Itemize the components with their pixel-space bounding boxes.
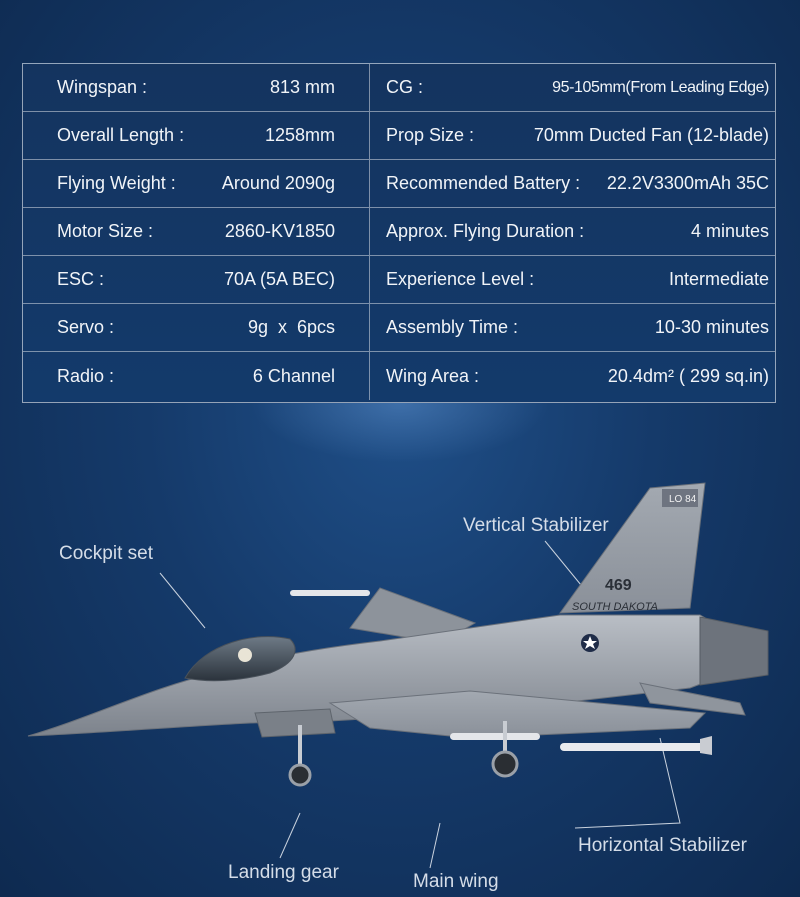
- spec-value: Intermediate: [668, 269, 769, 289]
- wingtip-missile-near: [560, 736, 712, 755]
- cockpit-leader-line: [160, 573, 205, 628]
- spec-row-weight: [23, 160, 775, 208]
- callout-landing-gear: Landing gear: [228, 862, 339, 883]
- spec-value: Around 2090g: [221, 173, 335, 193]
- spec-label: Motor Size :: [57, 221, 154, 241]
- spec-row-wingspan: [23, 64, 775, 112]
- spec-label: CG :: [386, 77, 424, 97]
- spec-label: Servo :: [57, 317, 115, 337]
- spec-row-esc: [23, 256, 775, 304]
- spec-value: 2860-KV1850: [224, 221, 335, 241]
- air-intake: [255, 709, 335, 737]
- underwing-missile: [450, 733, 540, 740]
- spec-table: [22, 63, 776, 403]
- tail-code: LO 84: [669, 494, 697, 505]
- horizontal-stabilizer-leader-line: [575, 738, 680, 828]
- spec-value: 22.2V3300mAh 35C: [606, 173, 769, 193]
- spec-label: Wing Area :: [386, 365, 480, 386]
- spec-value: 70A (5A BEC): [223, 269, 335, 289]
- spec-label: Approx. Flying Duration :: [386, 221, 585, 241]
- wingtip-missile-far: [290, 590, 370, 596]
- pilot-figure: [238, 648, 252, 662]
- spec-label: Assembly Time :: [386, 317, 519, 337]
- spec-value: 95-105mm(From Leading Edge): [552, 78, 769, 96]
- spec-row-motor: [23, 208, 775, 256]
- spec-label: Wingspan :: [57, 77, 148, 97]
- spec-row-servo: [23, 304, 775, 352]
- callout-cockpit-set: Cockpit set: [59, 543, 153, 564]
- spec-value: 813 mm: [269, 77, 335, 97]
- spec-label: Radio :: [57, 365, 115, 386]
- spec-value: 1258mm: [264, 125, 335, 145]
- spec-row-length: [23, 112, 775, 160]
- spec-label: Flying Weight :: [57, 173, 176, 193]
- spec-value: 6 Channel: [252, 365, 335, 386]
- spec-label: ESC :: [57, 269, 105, 289]
- spec-label: Overall Length :: [57, 125, 185, 145]
- main-wing-leader-line: [430, 823, 440, 868]
- spec-value: 20.4dm² ( 299 sq.in): [607, 365, 769, 386]
- landing-gear-leader-line: [280, 813, 300, 858]
- spec-value: 9g x 6pcs: [247, 317, 335, 337]
- spec-row-radio: [23, 352, 775, 400]
- f16-jet-illustration: [0, 403, 800, 897]
- spec-label: Recommended Battery :: [386, 173, 581, 193]
- spec-value: 10-30 minutes: [654, 317, 769, 337]
- callout-main-wing: Main wing: [413, 871, 499, 892]
- engine-nozzle: [700, 617, 768, 685]
- callout-vertical-stabilizer: Vertical Stabilizer: [463, 515, 609, 536]
- spec-label: Prop Size :: [386, 125, 475, 145]
- tail-number: 469: [605, 577, 632, 594]
- tail-state-text: SOUTH DAKOTA: [572, 601, 658, 613]
- spec-value: 4 minutes: [690, 221, 769, 241]
- callout-horizontal-stabilizer: Horizontal Stabilizer: [578, 835, 747, 856]
- spec-value: 70mm Ducted Fan (12-blade): [533, 125, 769, 145]
- spec-label: Experience Level :: [386, 269, 535, 289]
- product-illustration: [0, 403, 800, 897]
